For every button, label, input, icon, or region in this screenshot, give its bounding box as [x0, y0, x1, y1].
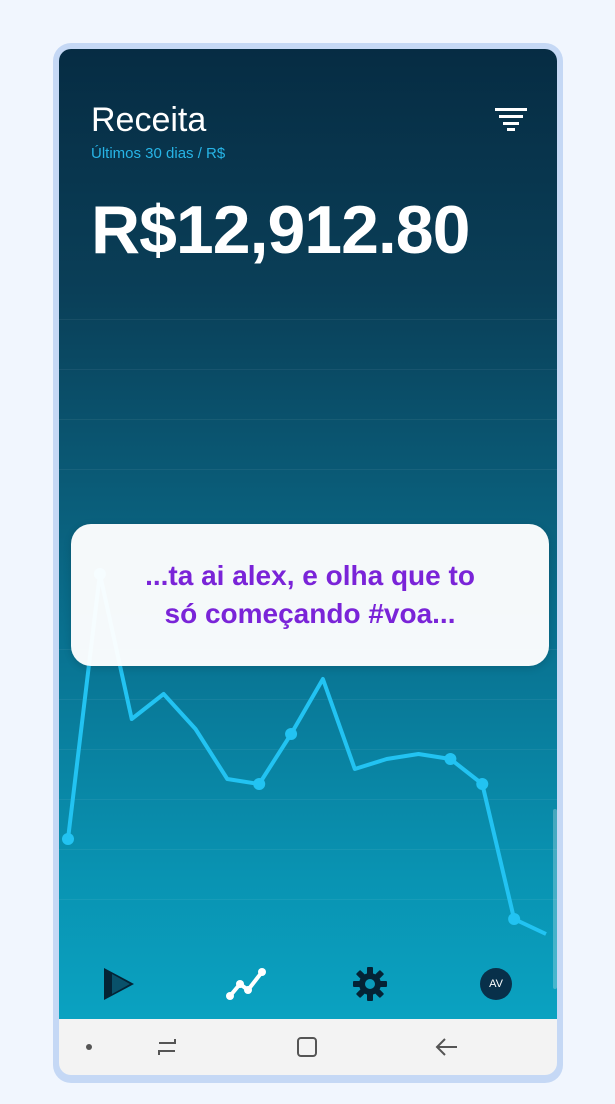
system-nav-bar	[59, 1019, 557, 1075]
chart-point	[62, 833, 74, 845]
nav-play[interactable]	[95, 961, 145, 1007]
chart-point	[285, 728, 297, 740]
dot-icon[interactable]	[73, 1031, 105, 1063]
avatar: AV	[480, 968, 512, 1000]
caption-line-2: só começando #voa...	[164, 598, 456, 629]
caption-overlay	[71, 524, 549, 666]
trend-chart-icon	[224, 964, 268, 1004]
back-icon[interactable]	[431, 1031, 463, 1063]
chart-point	[508, 913, 520, 925]
caption-line-1: ...ta ai alex, e olha que to	[145, 560, 475, 591]
revenue-amount: R$12,912.80	[91, 192, 470, 268]
period-subtitle: Últimos 30 dias / R$	[91, 145, 226, 162]
page-title: Receita	[91, 101, 207, 139]
chart-point	[253, 778, 265, 790]
recent-apps-icon[interactable]	[151, 1031, 183, 1063]
nav-profile[interactable]	[471, 961, 521, 1007]
gear-icon	[352, 966, 388, 1002]
bottom-nav	[59, 949, 557, 1019]
home-icon[interactable]	[291, 1031, 323, 1063]
chart-point	[476, 778, 488, 790]
chart-point	[444, 753, 456, 765]
play-icon	[100, 966, 140, 1002]
nav-trend[interactable]	[221, 961, 271, 1007]
nav-settings[interactable]	[345, 961, 395, 1007]
filter-icon[interactable]	[495, 107, 527, 131]
